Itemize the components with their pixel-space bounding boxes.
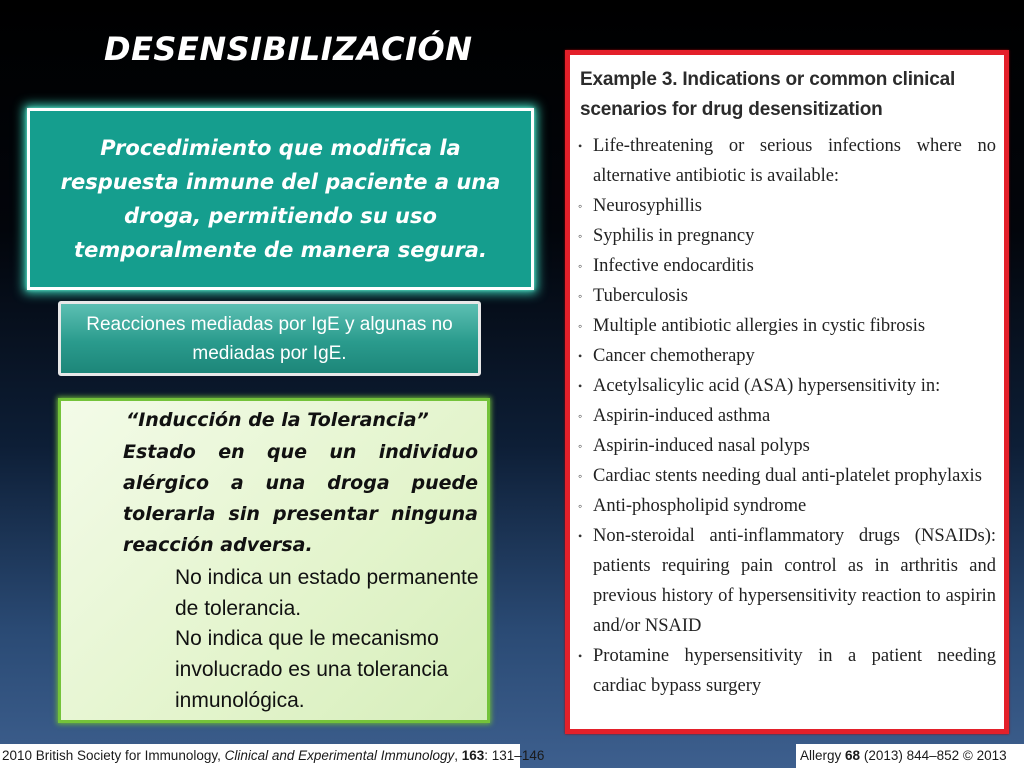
example-list-item-text: Cardiac stents needing dual anti-platelet prophylaxis (593, 466, 982, 486)
tolerance-definition: Estado en que un individuo alérgico a una droga puede tolerarla sin presentar ninguna reacción adversa. (123, 441, 478, 556)
bullet-icon: • (578, 529, 583, 543)
example-title: Example 3. Indications or common clinical scenarios for drug desensitization (580, 69, 956, 120)
bullet-icon: • (578, 649, 583, 663)
example-list-item (578, 131, 996, 191)
reference-left: 2010 British Society for Immunology, Clinical and Experimental Immunology, 163: 131–146 (0, 744, 520, 768)
sub-bullet-icon: ◦ (578, 229, 583, 243)
reference-left-journal: Clinical and Experimental Immunology (224, 748, 455, 763)
reference-left-prefix: 2010 British Society for Immunology, (2, 748, 221, 763)
example-list-item (578, 491, 996, 521)
tolerance-induction-box (58, 398, 490, 723)
example-list-item-text: Aspirin-induced asthma (593, 406, 771, 426)
example-list-item-text: Tuberculosis (593, 286, 688, 306)
example-list-item (578, 431, 996, 461)
slide-title: DESENSIBILIZACIÓN (104, 30, 473, 68)
example-list-item (578, 311, 996, 341)
example-list-item (578, 221, 996, 251)
example-table-box (565, 50, 1009, 734)
example-list-item (578, 341, 996, 371)
bullet-icon: • (578, 349, 583, 363)
example-list-item-text: Protamine hypersensitivity in a patient needing cardiac bypass surgery (593, 646, 996, 696)
bullet-icon: • (578, 379, 583, 393)
reference-right (796, 744, 1024, 768)
example-list (578, 131, 996, 701)
example-list-item (578, 461, 996, 491)
reference-right-volume: 68 (845, 748, 861, 763)
example-list-item (578, 401, 996, 431)
sub-bullet-icon: ◦ (578, 499, 583, 513)
tolerance-heading: “Inducción de la Tolerancia” (126, 409, 429, 431)
example-list-item-text: Syphilis in pregnancy (593, 226, 755, 246)
tolerance-note: No indica un estado permanente de tolerancia. (175, 566, 479, 620)
definition-text: Procedimiento que modifica la respuesta inmune del paciente a una droga, permitiendo su uso temporalmente de manera segura. (60, 136, 501, 262)
example-list-item-text: Multiple antibiotic allergies in cystic fibrosis (593, 316, 926, 336)
example-list-item-text: Neurosyphillis (593, 196, 702, 216)
ige-reactions-box (58, 301, 481, 376)
definition-box (27, 108, 534, 290)
example-list-item (578, 641, 996, 701)
sub-bullet-icon: ◦ (578, 319, 583, 333)
example-list-item (578, 371, 996, 401)
example-list-item-text: Life-threatening or serious infections where no alternative antibiotic is available: (593, 136, 996, 186)
example-list-item (578, 191, 996, 221)
sub-bullet-icon: ◦ (578, 259, 583, 273)
sub-bullet-icon: ◦ (578, 199, 583, 213)
sub-bullet-icon: ◦ (578, 409, 583, 423)
sub-bullet-icon: ◦ (578, 469, 583, 483)
example-list-item-text: Non-steroidal anti-inflammatory drugs (NSAIDs): patients requiring pain control as in arthritis and previous history of hypersensitivity reaction to aspirin and/or NSAID (593, 526, 996, 636)
reference-right-journal: Allergy (800, 748, 842, 763)
reference-left-pages: : 131–146 (484, 748, 545, 763)
example-list-item (578, 251, 996, 281)
reference-left-volume: 163 (461, 748, 485, 763)
example-list-item (578, 281, 996, 311)
example-list-item-text: Infective endocarditis (593, 256, 754, 276)
tolerance-note: No indica que le mecanismo involucrado es una tolerancia inmunológica. (175, 627, 449, 712)
bullet-icon: • (578, 139, 583, 153)
example-list-item-text: Anti-phospholipid syndrome (593, 496, 807, 516)
example-list-item-text: Acetylsalicylic acid (ASA) hypersensitivity in: (593, 376, 941, 396)
example-list-item-text: Cancer chemotherapy (593, 346, 755, 366)
sub-bullet-icon: ◦ (578, 439, 583, 453)
reference-right-rest: (2013) 844–852 © 2013 (863, 748, 1007, 763)
sub-bullet-icon: ◦ (578, 289, 583, 303)
example-list-item (578, 521, 996, 641)
ige-reactions-text: Reacciones mediadas por IgE y algunas no mediadas por IgE. (86, 313, 453, 364)
example-list-item-text: Aspirin-induced nasal polyps (593, 436, 810, 456)
